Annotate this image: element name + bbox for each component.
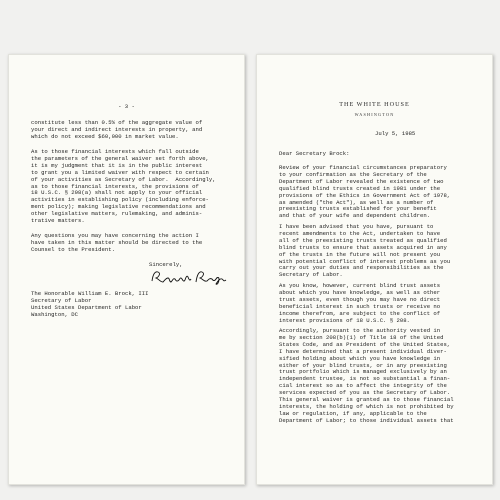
letterhead-title: THE WHITE HOUSE xyxy=(339,101,410,108)
recipient-address: The Honorable William E. Brock, III Secretary of Labor United States Department of Labor Washington, DC xyxy=(31,290,149,318)
paragraph-questions: Any questions you may have concerning the action I have taken in this matter should be directed to the Counsel to the President. xyxy=(31,232,203,253)
letterhead-city: WASHINGTON xyxy=(354,112,395,117)
paragraph-continuation: constitute less than 0.5% of the aggregate value of your direct and indirect interests in property, and which do not exceed $60,000 in market value. xyxy=(31,119,203,140)
signature-ronald-reagan xyxy=(149,268,229,286)
paragraph-review: Review of your financial circumstances preparatory to your confirmation as the Secretary of the Department of Labor revealed the existence of two qualified blind trusts created in 1981 under the provisions of the Ethics in Government Act of 1978, as amended ("the Act"), as well as a number of preexisting trusts established for your benefit and that of your wife and dependent children. xyxy=(279,164,451,220)
paragraph-current-assets: As you know, however, current blind trust assets about which you have knowledge, as well as other trust assets, even though you may have no direct beneficial interest in such trusts or receive no income therefrom, are subject to the conflict of interest provisions of 18 U.S.C. § 208. xyxy=(279,282,441,324)
letter-date: July 5, 1985 xyxy=(375,130,416,137)
letter-page-1 xyxy=(256,54,493,485)
paragraph-accordingly: Accordingly, pursuant to the authority vested in me by section 208(b)(1) of Title 18 of the United States Code, and as President of the United States, I have determined that a present individual diver- sified holding about which you have knowledge in either of your blind trusts, or in any preexisting trust portfolio which is managed exclusively by an independent trustee, is not so substantial a finan- cial interest so as to affect the integrity of the services expected of you as the Secretary of Labor. This general waiver is granted as to those financial interests, the holding of which is not prohibited by law or regulation, if any, applicable to the Department of Labor; to those individual assets that xyxy=(279,327,454,424)
paragraph-waiver: As to those financial interests which fall outside the parameters of the general waiver set forth above, it is my judgment that it is in the public interest to grant you a limited waiver with respect to certain of your activities as Secretary of Labor. Accordingly, as to those financial interests, the provisions of 18 U.S.C. § 208(a) shall not apply to your official activities in establishing policy (including enforce- ment policy); making legislative recommendations and other legislative matters, rulemaking, and adminis- trative matters. xyxy=(31,148,216,225)
closing: Sincerely, xyxy=(149,261,183,268)
letter-page-3 xyxy=(8,54,245,485)
paragraph-advised: I have been advised that you have, pursuant to recent amendments to the Act, undertaken to have all of the preexisting trusts treated as qualified blind trusts to ensure that assets acquired in any of the trusts in the future will not present you with potential conflict of interest problems as you carry out your duties and responsibilities as the Secretary of Labor. xyxy=(279,223,451,279)
salutation: Dear Secretary Brock: xyxy=(279,150,350,157)
page-number: - 3 - xyxy=(118,103,135,110)
